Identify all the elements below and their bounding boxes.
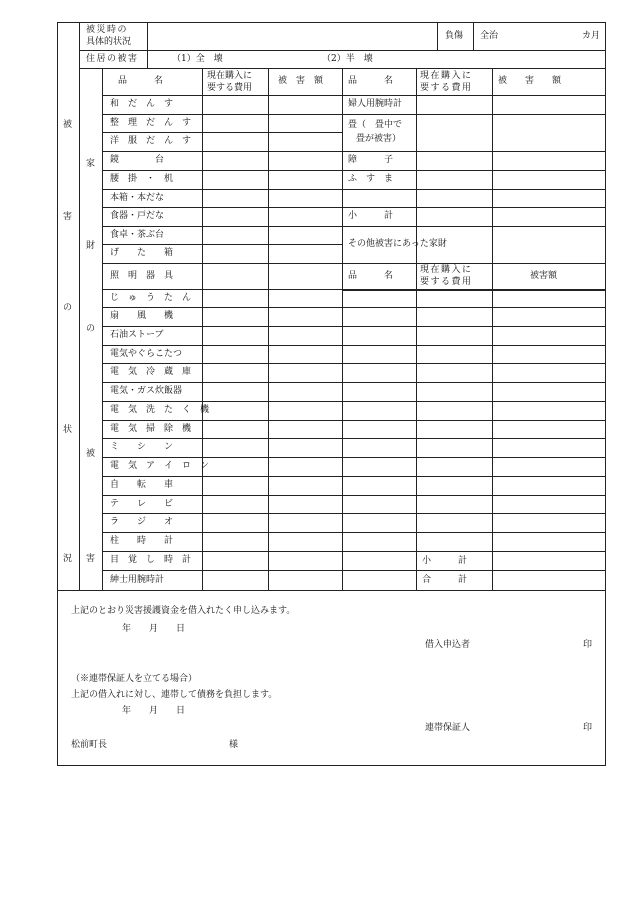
side-inner-3: の: [86, 324, 96, 334]
row-divider: [102, 151, 342, 152]
frame-left: [57, 22, 58, 766]
item-other-household: その他被害にあった家財: [348, 239, 447, 249]
row-divider: [102, 307, 606, 308]
injury-label: 負傷: [445, 31, 464, 41]
item-subtotal: 小 計: [348, 211, 394, 221]
side-outer-3: の: [63, 303, 73, 313]
footer-date-2: 年 月 日: [122, 706, 186, 716]
addressee: 松前町長: [71, 740, 108, 750]
left-item-label: 腰 掛 ・ 机: [110, 174, 174, 184]
row-divider: [102, 551, 606, 552]
situation-label-1: 被災時の: [86, 25, 129, 35]
frame-bottom: [57, 765, 606, 766]
row-divider: [102, 570, 606, 571]
row-divider: [102, 326, 606, 327]
honorific: 様: [229, 740, 239, 750]
item-tatami-2: 畳が被害）: [356, 134, 402, 144]
applicant-label: 借入申込者: [425, 640, 471, 650]
row-divider: [102, 495, 606, 496]
left-item-label: 和 だ ん す: [110, 99, 174, 109]
left-item-label: 電気・ガス炊飯器: [110, 386, 183, 396]
row-divider: [102, 401, 606, 402]
left-item-label: ミ シ ン: [110, 442, 174, 452]
left-item-label: ラ ジ オ: [110, 517, 174, 527]
row-divider: [102, 457, 606, 458]
item-shoji: 障 子: [348, 155, 394, 165]
col-header-damage-right: 被 害 額: [498, 76, 562, 86]
side-inner-2: 財: [86, 241, 96, 251]
guarantor-label: 連帯保証人: [425, 723, 471, 733]
side-outer-4: 状: [63, 425, 73, 435]
col-header-cost-2-right: 要する費用: [420, 83, 473, 93]
situation-label-2: 具体的状況: [86, 37, 132, 47]
footer-statement: 上記のとおり災害援護資金を借入れたく申し込みます。: [71, 606, 296, 616]
row-divider: [102, 420, 606, 421]
col-header-damage: 被 害 額: [278, 76, 324, 86]
lower-header-item: 品 名: [348, 271, 394, 281]
left-item-label: 電 気 掃 除 機: [110, 424, 192, 434]
left-item-label: 電 気 洗 た く 機: [110, 405, 210, 415]
left-item-label: 石油ストーブ: [110, 330, 164, 340]
side-inner-1: 家: [86, 159, 96, 169]
frame-top: [57, 22, 606, 23]
side-outer-5: 況: [63, 554, 73, 564]
left-item-label: 自 転 車: [110, 480, 174, 490]
left-item-label: 扇 風 機: [110, 311, 174, 321]
row-divider: [102, 226, 342, 227]
lower-header-cost-2: 要する費用: [420, 277, 473, 287]
col-header-item-right: 品 名: [348, 76, 394, 86]
left-item-label: 本箱・本だな: [110, 193, 165, 203]
left-item-label: 鏡 台: [110, 155, 165, 165]
side-outer-2: 害: [63, 212, 73, 222]
item-fusuma: ふ す ま: [348, 174, 394, 184]
left-item-label: じ ゅ う た ん: [110, 293, 192, 303]
item-tatami-1: 畳（ 畳中で: [348, 120, 403, 130]
left-item-label: 電 気 ア イ ロ ン: [110, 461, 210, 471]
row-divider: [102, 207, 342, 208]
side-inner-5: 害: [86, 554, 96, 564]
option-half: （2）半 壊: [322, 54, 373, 64]
row-divider: [102, 382, 606, 383]
left-item-label: 電気やぐらこたつ: [110, 349, 183, 359]
col-header-cost-2: 要する費用: [207, 83, 253, 93]
lower-header-damage: 被害額: [530, 271, 558, 281]
option-total: （1）全 壊: [172, 54, 223, 64]
left-item-label: 紳士用腕時計: [110, 575, 165, 585]
left-item-label: テ レ ビ: [110, 499, 174, 509]
lower-header-cost-1: 現在購入に: [420, 265, 473, 275]
full-recovery-label: 全治: [480, 31, 499, 41]
col-header-cost-1-right: 現在購入に: [420, 71, 473, 81]
row-divider: [102, 438, 606, 439]
left-item-label: 目 覚 し 時 計: [110, 555, 192, 565]
col-header-item: 品 名: [118, 76, 164, 86]
left-item-label: 柱 時 計: [110, 536, 174, 546]
row-divider: [102, 244, 342, 245]
footer-date: 年 月 日: [122, 624, 186, 634]
left-item-label: 電 気 冷 蔵 庫: [110, 367, 192, 377]
row-divider: [102, 476, 606, 477]
guarantor-statement: 上記の借入れに対し、連帯して債務を負担します。: [71, 690, 278, 700]
side-inner-4: 被: [86, 449, 96, 459]
item-womens-watch: 婦人用腕時計: [348, 99, 403, 109]
left-item-label: 食器・戸だな: [110, 211, 165, 221]
months-label: カ月: [582, 31, 601, 41]
dwelling-label: 住居の被害: [86, 54, 139, 64]
item-total: 合 計: [422, 575, 468, 585]
row-divider: [102, 189, 342, 190]
guarantor-note: （※連帯保証人を立てる場合）: [71, 674, 198, 684]
seal-mark-2: 印: [583, 723, 593, 733]
left-item-label: 洋 服 だ ん す: [110, 136, 192, 146]
row-divider: [102, 114, 342, 115]
item-subtotal-2: 小 計: [422, 556, 468, 566]
row-divider: [102, 345, 606, 346]
row-divider: [102, 513, 606, 514]
row-divider: [102, 363, 606, 364]
left-item-label: げ た 箱: [110, 248, 174, 258]
frame-right: [605, 22, 606, 766]
left-item-label: 整 理 だ ん す: [110, 118, 192, 128]
left-item-label: 照 明 器 具: [110, 271, 174, 281]
seal-mark: 印: [583, 640, 593, 650]
row-divider: [102, 532, 606, 533]
col-header-cost-1: 現在購入に: [207, 71, 253, 81]
row-divider: [102, 132, 342, 133]
row-divider: [102, 170, 342, 171]
side-outer-1: 被: [63, 120, 73, 130]
left-item-label: 食卓・茶ぶ台: [110, 230, 165, 240]
